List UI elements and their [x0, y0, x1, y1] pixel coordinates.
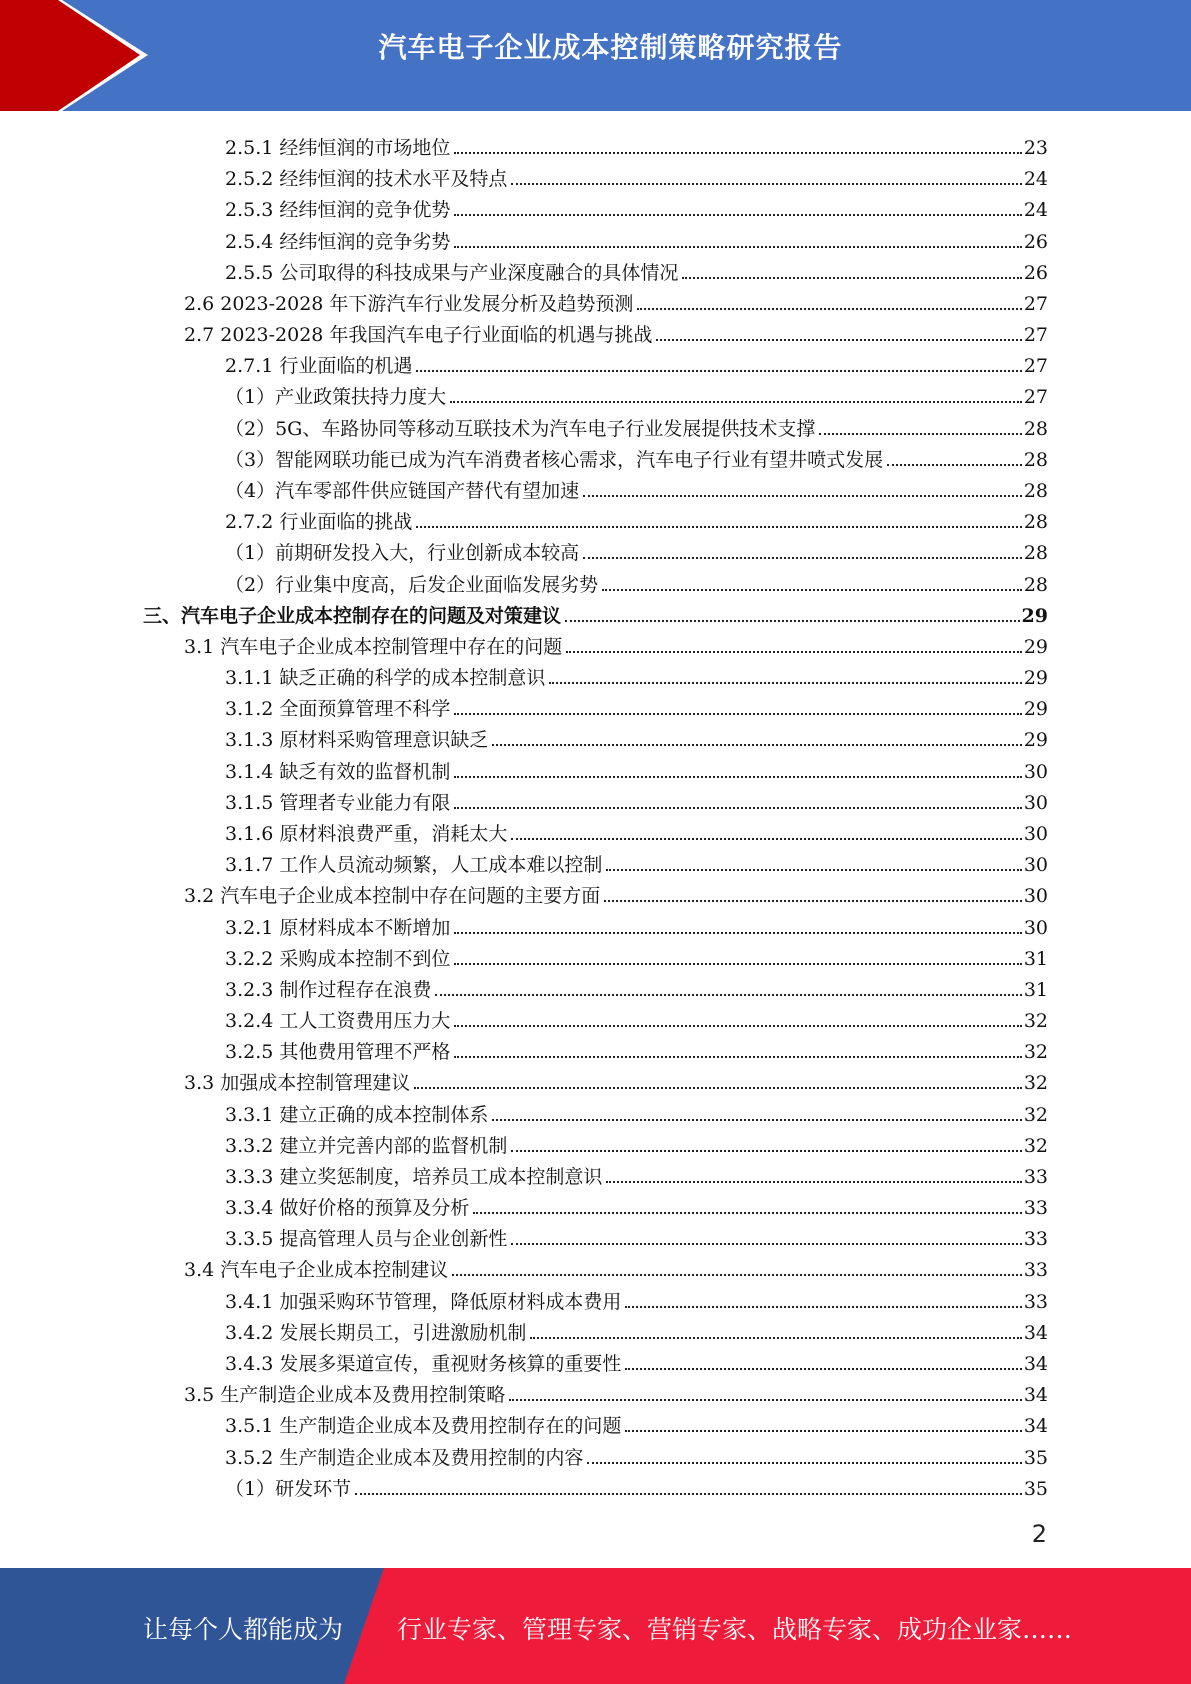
toc-entry-page: 32	[1023, 1010, 1048, 1033]
toc-dot-leader	[454, 963, 1021, 965]
toc-entry-title: 3.1.4 缺乏有效的监督机制	[225, 760, 451, 783]
toc-entry-title: 3.3.2 建立并完善内部的监督机制	[225, 1134, 508, 1157]
toc-entry-page: 26	[1023, 230, 1048, 253]
toc-entry-page: 28	[1023, 542, 1048, 565]
toc-dot-leader	[511, 183, 1021, 185]
toc-entry[interactable]	[225, 814, 1048, 845]
footer-slogan-left: 让每个人都能成为	[143, 1615, 344, 1644]
toc-entry[interactable]	[225, 1313, 1048, 1344]
toc-entry-page: 35	[1023, 1446, 1048, 1469]
toc-entry-page: 33	[1023, 1290, 1048, 1313]
toc-entry-page: 32	[1023, 1072, 1048, 1095]
toc-entry-title: 3.4.2 发展长期员工，引进激励机制	[225, 1321, 527, 1344]
toc-entry[interactable]	[225, 533, 1048, 564]
toc-dot-leader	[492, 1119, 1021, 1121]
toc-dot-leader	[637, 308, 1021, 310]
toc-entry[interactable]	[184, 315, 1048, 346]
toc-entry[interactable]	[225, 783, 1048, 814]
toc-entry-title: 3.5.2 生产制造企业成本及费用控制的内容	[225, 1446, 584, 1469]
footer-slogan-right: 行业专家、管理专家、营销专家、战略专家、成功企业家……	[397, 1615, 1073, 1644]
toc-entry-title: 2.7.2 行业面临的挑战	[225, 511, 413, 534]
toc-dot-leader	[625, 1368, 1021, 1370]
toc-entry-page: 34	[1023, 1353, 1048, 1376]
toc-entry-page: 31	[1023, 947, 1048, 970]
toc-entry[interactable]	[225, 346, 1048, 377]
toc-dot-leader	[416, 370, 1021, 372]
toc-dot-leader	[509, 1399, 1022, 1401]
toc-entry-page: 29	[1023, 667, 1048, 690]
toc-entry[interactable]	[225, 1001, 1048, 1032]
toc-dot-leader	[682, 277, 1021, 279]
toc-entry[interactable]	[225, 1095, 1048, 1126]
toc-dot-leader	[549, 682, 1021, 684]
toc-entry-page: 28	[1023, 573, 1048, 596]
toc-dot-leader	[414, 1087, 1022, 1089]
toc-entry-title: 3.2 汽车电子企业成本控制中存在问题的主要方面	[184, 885, 601, 908]
toc-entry-title: 2.6 2023-2028 年下游汽车行业发展分析及趋势预测	[184, 292, 634, 315]
toc-entry-page: 27	[1023, 292, 1048, 315]
toc-dot-leader	[604, 900, 1022, 902]
toc-dot-leader	[454, 152, 1021, 154]
toc-dot-leader	[452, 1274, 1022, 1276]
toc-entry-title: 2.5.1 经纬恒润的市场地位	[225, 137, 451, 159]
toc-entry-page: 30	[1023, 916, 1048, 939]
toc-entry[interactable]	[225, 471, 1048, 502]
toc-entry[interactable]	[225, 1188, 1048, 1219]
toc-entry[interactable]	[225, 159, 1048, 190]
toc-entry-title: 3.4 汽车电子企业成本控制建议	[184, 1259, 449, 1282]
toc-entry[interactable]	[225, 1282, 1048, 1313]
toc-entry-title: 3.1.6 原材料浪费严重，消耗太大	[225, 822, 508, 845]
toc-entry-title: 三、汽车电子企业成本控制存在的问题及对策建议	[143, 604, 562, 627]
toc-entry[interactable]	[225, 1032, 1048, 1063]
toc-entry[interactable]	[184, 1250, 1048, 1281]
toc-dot-leader	[887, 464, 1022, 466]
toc-entry-title: （4）汽车零部件供应链国产替代有望加速	[225, 479, 580, 502]
toc-entry-title: 3.5.1 生产制造企业成本及费用控制存在的问题	[225, 1415, 622, 1438]
toc-entry[interactable]	[184, 1063, 1048, 1094]
toc-entry-page: 32	[1023, 1134, 1048, 1157]
toc-entry-page: 28	[1023, 417, 1048, 440]
toc-dot-leader	[819, 433, 1021, 435]
toc-entry-title: （1）产业政策扶持力度大	[225, 386, 447, 409]
toc-entry[interactable]	[225, 502, 1048, 533]
toc-entry-page: 35	[1023, 1477, 1048, 1500]
toc-entry-page: 30	[1023, 822, 1048, 845]
page-number: 2	[1031, 1520, 1047, 1548]
toc-dot-leader	[511, 1150, 1021, 1152]
toc-entry-page: 30	[1023, 791, 1048, 814]
toc-entry-page: 33	[1023, 1259, 1048, 1282]
header-title: 汽车电子企业成本控制策略研究报告	[378, 31, 843, 64]
toc-entry-page: 30	[1023, 885, 1048, 908]
toc-entry-title: 3.3.3 建立奖惩制度，培养员工成本控制意识	[225, 1165, 603, 1188]
toc-dot-leader	[530, 1337, 1021, 1339]
toc-dot-leader	[602, 589, 1022, 591]
toc-entry-page: 30	[1023, 854, 1048, 877]
toc-entry-page: 33	[1023, 1228, 1048, 1251]
toc-dot-leader	[355, 1493, 1022, 1495]
toc-entry-page: 29	[1023, 698, 1048, 721]
toc-dot-leader	[454, 214, 1021, 216]
toc-dot-leader	[625, 1430, 1021, 1432]
toc-entry-page: 32	[1023, 1103, 1048, 1126]
toc-dot-leader	[625, 1306, 1021, 1308]
toc-entry-page: 24	[1023, 168, 1048, 191]
toc-entry-title: 3.2.2 采购成本控制不到位	[225, 947, 451, 970]
toc-entry[interactable]	[184, 284, 1048, 315]
toc-dot-leader	[587, 1462, 1021, 1464]
toc-dot-leader	[606, 869, 1021, 871]
toc-entry-page: 27	[1023, 386, 1048, 409]
toc-entry[interactable]	[225, 1469, 1048, 1500]
toc-entry-title: 3.4.1 加强采购环节管理，降低原材料成本费用	[225, 1290, 622, 1313]
toc-entry-title: 3.2.3 制作过程存在浪费	[225, 978, 432, 1001]
toc-entry[interactable]	[225, 1406, 1048, 1437]
toc-dot-leader	[454, 246, 1021, 248]
toc-entry-title: 3.3.1 建立正确的成本控制体系	[225, 1103, 489, 1126]
toc-entry-page: 28	[1023, 479, 1048, 502]
toc-entry-title: 2.5.3 经纬恒润的竞争优势	[225, 199, 451, 222]
toc-entry-page: 34	[1023, 1415, 1048, 1438]
toc-entry[interactable]	[225, 939, 1048, 970]
toc-dot-leader	[454, 776, 1021, 778]
toc-entry-title: 3.3.4 做好价格的预算及分析	[225, 1197, 470, 1220]
toc-entry[interactable]	[225, 440, 1048, 471]
toc-dot-leader	[435, 994, 1021, 996]
toc-entry[interactable]	[225, 752, 1048, 783]
toc-entry-title: 3.3 加强成本控制管理建议	[184, 1072, 411, 1095]
toc-entry-title: 3.1.7 工作人员流动频繁，人工成本难以控制	[225, 854, 603, 877]
toc-entry-title: 3.1.3 原材料采购管理意识缺乏	[225, 729, 489, 752]
toc-dot-leader	[454, 807, 1021, 809]
toc-entry[interactable]	[225, 970, 1048, 1001]
toc-entry[interactable]	[225, 190, 1048, 221]
toc-entry-page: 26	[1023, 261, 1048, 284]
toc-entry-page: 29	[1021, 604, 1048, 627]
toc-entry-title: 3.1.5 管理者专业能力有限	[225, 791, 451, 814]
toc-dot-leader	[656, 339, 1021, 341]
toc-entry-page: 29	[1023, 635, 1048, 658]
toc-entry[interactable]	[184, 1375, 1048, 1406]
toc-entry[interactable]	[225, 128, 1048, 159]
toc-entry-title: 2.5.5 公司取得的科技成果与产业深度融合的具体情况	[225, 261, 679, 284]
toc-entry[interactable]	[225, 253, 1048, 284]
toc-entry-page: 32	[1023, 1041, 1048, 1064]
toc-entry-page: 33	[1023, 1165, 1048, 1188]
toc-entry[interactable]	[225, 1126, 1048, 1157]
toc-entry-page: 27	[1023, 355, 1048, 378]
toc-entry-title: （2）5G、车路协同等移动互联技术为汽车电子行业发展提供技术支撑	[225, 417, 816, 440]
toc-dot-leader	[454, 1025, 1021, 1027]
toc-entry[interactable]	[225, 689, 1048, 720]
toc-dot-leader	[492, 744, 1021, 746]
toc-entry-page: 33	[1023, 1197, 1048, 1220]
toc-entry[interactable]	[225, 409, 1048, 440]
toc-dot-leader	[566, 651, 1022, 653]
toc-entry[interactable]	[225, 658, 1048, 689]
toc-entry[interactable]	[225, 845, 1048, 876]
toc-entry-title: 3.2.1 原材料成本不断增加	[225, 916, 451, 939]
toc-entry-title: 3.1 汽车电子企业成本控制管理中存在的问题	[184, 635, 563, 658]
toc-dot-leader	[416, 526, 1021, 528]
toc-entry-title: 3.2.5 其他费用管理不严格	[225, 1041, 451, 1064]
toc-entry-page: 23	[1023, 137, 1048, 159]
toc-entry-title: 2.5.2 经纬恒润的技术水平及特点	[225, 168, 508, 191]
toc-entry[interactable]	[225, 1438, 1048, 1469]
toc-dot-leader	[606, 1181, 1021, 1183]
toc-entry[interactable]	[225, 720, 1048, 751]
toc-entry-page: 34	[1023, 1384, 1048, 1407]
toc-entry[interactable]	[225, 222, 1048, 253]
toc-entry-page: 30	[1023, 760, 1048, 783]
toc-entry-page: 28	[1023, 511, 1048, 534]
toc-entry-title: 3.1.2 全面预算管理不科学	[225, 698, 451, 721]
toc-entry-title: （1）研发环节	[225, 1477, 352, 1500]
toc-entry[interactable]	[143, 596, 1048, 627]
toc-entry[interactable]	[225, 377, 1048, 408]
toc-entry-title: （1）前期研发投入大，行业创新成本较高	[225, 542, 580, 565]
toc-entry[interactable]	[225, 908, 1048, 939]
toc-entry-page: 34	[1023, 1321, 1048, 1344]
toc-entry[interactable]	[184, 627, 1048, 658]
toc-dot-leader	[511, 838, 1021, 840]
toc-dot-leader	[450, 401, 1022, 403]
toc-entry-title: 3.5 生产制造企业成本及费用控制策略	[184, 1384, 506, 1407]
page-header	[0, 0, 1191, 111]
toc-dot-leader	[454, 932, 1021, 934]
toc-entry-title: （3）智能网联功能已成为汽车消费者核心需求，汽车电子行业有望井喷式发展	[225, 448, 884, 471]
toc-entry[interactable]	[225, 1157, 1048, 1188]
toc-entry[interactable]	[225, 1219, 1048, 1250]
toc-dot-leader	[583, 495, 1022, 497]
toc-entry-title: 2.7.1 行业面临的机遇	[225, 355, 413, 378]
toc-dot-leader	[583, 557, 1022, 559]
toc-entry-title: 3.1.1 缺乏正确的科学的成本控制意识	[225, 667, 546, 690]
toc-entry[interactable]	[184, 876, 1048, 907]
toc-entry-page: 28	[1023, 448, 1048, 471]
toc-entry-title: 2.7 2023-2028 年我国汽车电子行业面临的机遇与挑战	[184, 324, 653, 347]
toc-entry-page: 27	[1023, 324, 1048, 347]
toc-entry-title: 3.3.5 提高管理人员与企业创新性	[225, 1228, 508, 1251]
toc-entry-title: （2）行业集中度高，后发企业面临发展劣势	[225, 573, 599, 596]
toc-dot-leader	[454, 713, 1021, 715]
toc-entry-title: 2.5.4 经纬恒润的竞争劣势	[225, 230, 451, 253]
toc-entry-page: 29	[1023, 729, 1048, 752]
toc-entry-title: 3.2.4 工人工资费用压力大	[225, 1010, 451, 1033]
page-footer	[0, 1568, 1191, 1684]
toc-dot-leader	[473, 1212, 1021, 1214]
toc-dot-leader	[511, 1243, 1021, 1245]
toc-dot-leader	[454, 1056, 1021, 1058]
toc-entry[interactable]	[225, 565, 1048, 596]
toc-entry[interactable]	[225, 1344, 1048, 1375]
toc-entry-page: 24	[1023, 199, 1048, 222]
toc-entry-title: 3.4.3 发展多渠道宣传，重视财务核算的重要性	[225, 1353, 622, 1376]
toc-dot-leader	[565, 620, 1020, 622]
toc-entry-page: 31	[1023, 978, 1048, 1001]
